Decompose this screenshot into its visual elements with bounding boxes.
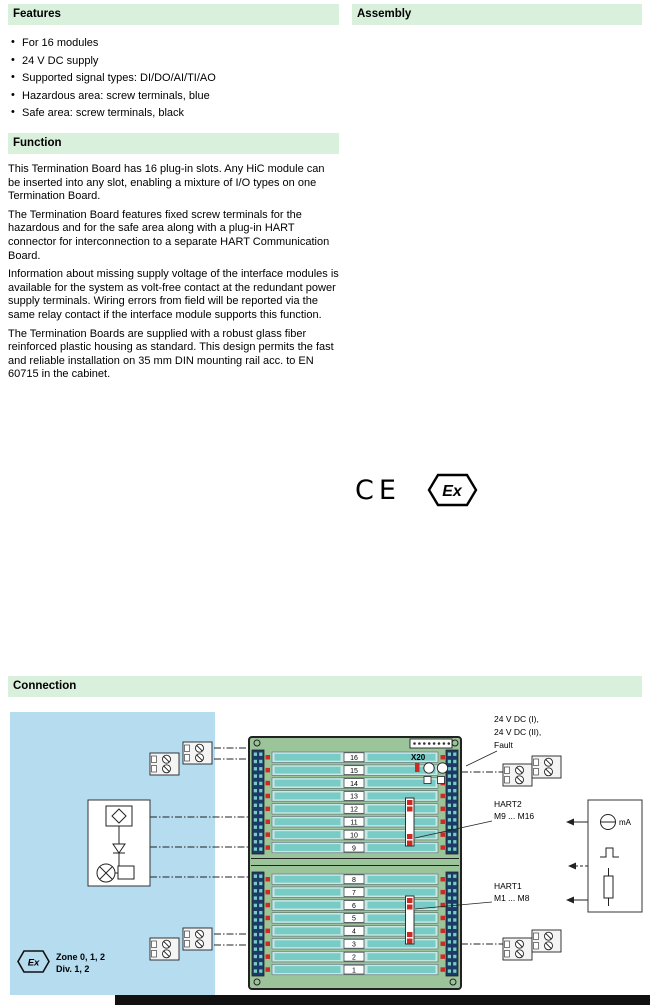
module-slot: [266, 817, 446, 828]
page-bottom-bar: [115, 995, 650, 1005]
features-header: [8, 4, 339, 25]
field-terminal-block: [150, 938, 179, 960]
feature-item: • 24 V DC supply: [10, 55, 339, 67]
hart-arrows: [566, 819, 588, 904]
signal-device-box: [588, 800, 642, 912]
left-column: [8, 4, 339, 387]
features-list: [10, 37, 339, 119]
field-device-symbols: [88, 800, 150, 886]
ex-mark-icon: [427, 472, 479, 508]
connection-title: Connection: [13, 680, 77, 692]
module-slot: [266, 778, 446, 789]
module-slot: [266, 829, 446, 840]
module-slot: [266, 791, 446, 802]
right-column: [352, 4, 642, 25]
power-label-1: 24 V DC (I),: [494, 714, 539, 724]
div-label: Div. 1, 2: [56, 964, 90, 974]
slot-number: 9: [352, 845, 356, 853]
safe-terminal-block: [532, 930, 561, 952]
module-slot: [266, 804, 446, 815]
power-label-2: 24 V DC (II),: [494, 727, 542, 737]
hart2-label: HART2: [494, 799, 522, 809]
module-slot: [266, 887, 446, 898]
module-slot: [266, 951, 446, 962]
slot-number: 13: [350, 793, 358, 801]
field-terminal-block: [183, 742, 212, 764]
feature-item: • Supported signal types: DI/DO/AI/TI/AO: [10, 72, 339, 84]
connection-header: [8, 676, 642, 697]
fault-label: Fault: [494, 740, 513, 750]
slot-number: 7: [352, 889, 356, 897]
safe-terminal-block: [503, 938, 532, 960]
hart1-label: HART1: [494, 881, 522, 891]
module-slot: [266, 913, 446, 924]
slot-number: 10: [350, 832, 358, 840]
assembly-header: [352, 4, 642, 25]
hart-connector-bottom: [406, 896, 415, 944]
feature-item: • For 16 modules: [10, 37, 339, 49]
hart-connector-top: [406, 798, 415, 846]
features-title: Features: [13, 8, 61, 20]
module-slot: [266, 874, 446, 885]
function-paragraph: Information about missing supply voltage of the interface modules is available for the system as volt-free contact at the redundant power supply terminals. Wiring errors from field will be reported via the same relay contact if the interface module supports this function.: [8, 268, 339, 321]
ma-label: mA: [619, 818, 631, 827]
hart1-modules-label: M1 ... M8: [494, 893, 530, 903]
slot-number: 15: [350, 767, 358, 775]
slot-number: 8: [352, 877, 356, 884]
module-slot: [266, 939, 446, 950]
power-terminal-block: [532, 756, 561, 778]
module-slot: [266, 926, 446, 937]
connection-diagram: [0, 710, 650, 1005]
feature-item: • Hazardous area: screw terminals, blue: [10, 90, 339, 102]
function-paragraph: The Termination Board features fixed screw terminals for the hazardous and for the safe area along with a plug-in HART connector for interconnection to a separate HART Communication Board.: [8, 208, 330, 262]
ex-mark-label: Ex: [442, 483, 462, 500]
slot-number: 6: [352, 902, 356, 910]
slot-number: 5: [352, 915, 356, 923]
slot-number: 11: [350, 819, 358, 827]
field-terminal-block: [183, 928, 212, 950]
module-slot: [266, 842, 446, 853]
function-text: [8, 163, 339, 382]
assembly-title: Assembly: [357, 8, 412, 20]
slot-number: 16: [350, 755, 358, 762]
function-title: Function: [13, 137, 62, 149]
slot-number: 3: [352, 941, 356, 949]
hart2-modules-label: M9 ... M16: [494, 811, 535, 821]
ex-zone-icon-label: Ex: [27, 957, 40, 969]
zone-label: Zone 0, 1, 2: [56, 952, 106, 962]
x20-label: X20: [411, 753, 426, 762]
function-paragraph: The Termination Boards are supplied with a robust glass fiber reinforced plastic housing as standard. This design permits the fast and reliable installation on 35 mm DIN mounting rail acc. to EN 60715 in the cabinet.: [8, 327, 334, 381]
module-slot: [266, 964, 446, 975]
power-terminal-block: [503, 764, 532, 786]
function-header: [8, 133, 339, 154]
slot-number: 12: [350, 806, 358, 814]
function-paragraph: This Termination Board has 16 plug-in slots. Any HiC module can be inserted into any slot, enabling a mixture of I/O types on one Termination Board.: [8, 163, 325, 203]
slot-number: 4: [352, 928, 356, 936]
slot-number: 1: [352, 967, 356, 975]
field-terminal-block: [150, 753, 179, 775]
slot-number: 2: [352, 954, 356, 962]
certification-marks: [355, 472, 479, 508]
feature-item: • Safe area: screw terminals, black: [10, 107, 339, 119]
ce-mark-icon: CE: [355, 474, 401, 506]
termination-board: [249, 737, 461, 989]
slot-number: 14: [350, 780, 358, 788]
